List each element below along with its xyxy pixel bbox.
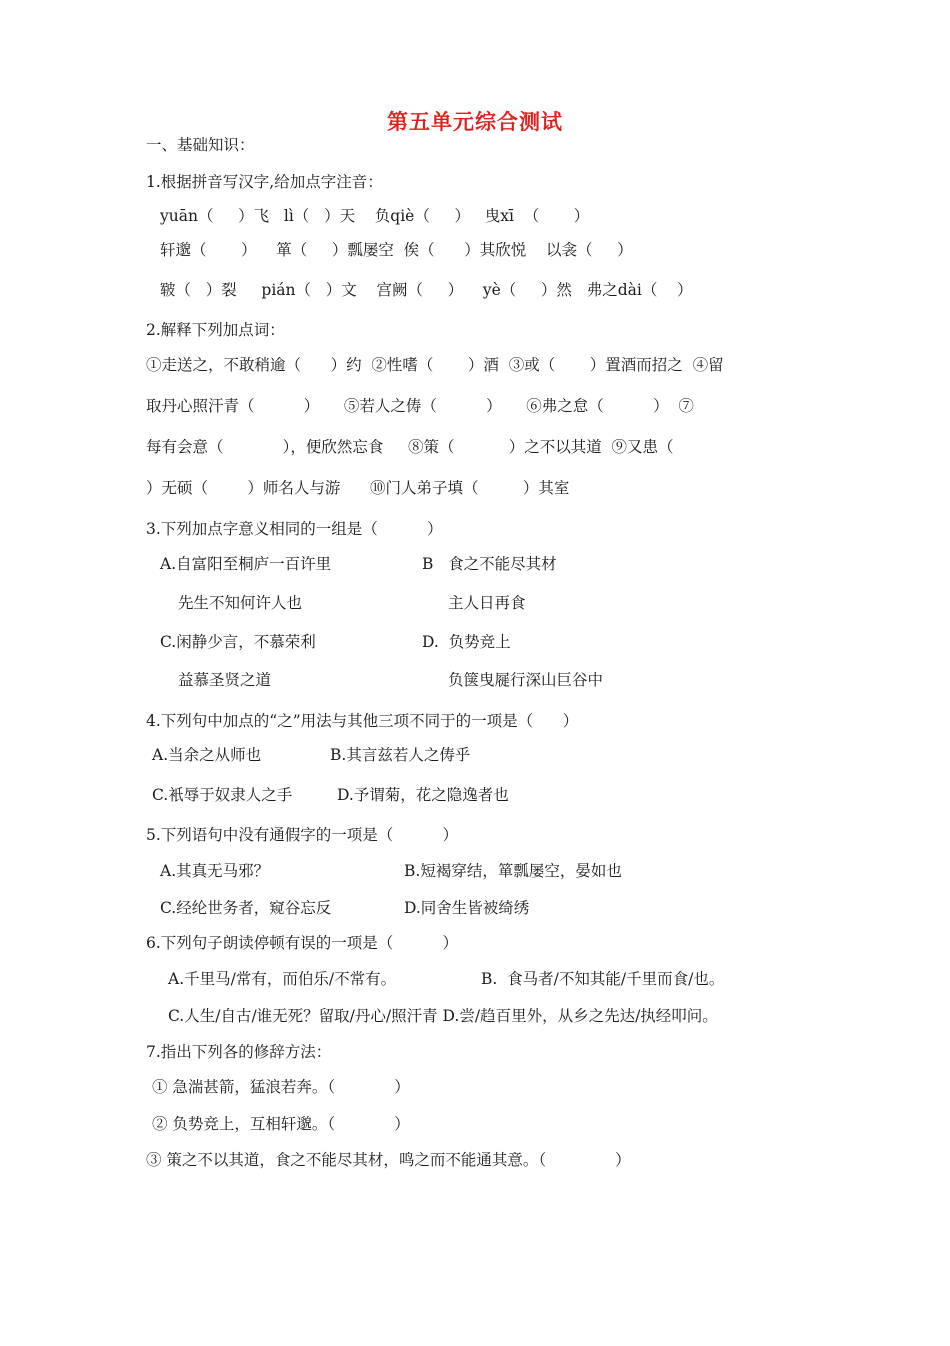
q3-option-b-1: B 食之不能尽其材 <box>422 555 557 573</box>
q2-line-2: 取丹心照汗青（ ） ⑤若人之俦（ ） ⑥弗之怠（ ） ⑦ <box>146 397 694 415</box>
question-5: 5.下列语句中没有通假字的一项是（ ） <box>146 826 459 844</box>
question-1: 1.根据拼音写汉字,给加点字注音： <box>146 173 383 191</box>
q3-option-d-2: 负箧曳屣行深山巨谷中 <box>448 671 604 689</box>
q7-item-3: ③ 策之不以其道，食之不能尽其材，鸣之而不能通其意。（ ） <box>146 1151 631 1169</box>
q6-option-b: B. 食马者/不知其能/千里而食/也。 <box>481 970 725 988</box>
q3-option-c-2: 益慕圣贤之道 <box>178 671 272 689</box>
q1-row-1: yuān（ ）飞 lì（ ）天 负qiè（ ） 曳xī （ ） <box>160 207 590 225</box>
q3-option-d-1: D. 负势竞上 <box>422 633 511 651</box>
q4-option-c: C.衹辱于奴隶人之手 <box>152 786 293 804</box>
question-4: 4.下列句中加点的“之”用法与其他三项不同于的一项是（ ） <box>146 712 579 730</box>
q2-line-1: ①走送之，不敢稍逾（ ）约 ②性嗜（ ）酒 ③或（ ）置酒而招之 ④留 <box>146 356 724 374</box>
q3-option-c-1: C.闲静少言，不慕荣利 <box>160 633 316 651</box>
q5-option-d: D.同舍生皆被绮绣 <box>404 899 530 917</box>
question-7: 7.指出下列各的修辞方法： <box>146 1043 332 1061</box>
q7-item-1: ① 急湍甚箭，猛浪若奔。（ ） <box>152 1078 410 1096</box>
q4-option-d: D.予谓菊，花之隐逸者也 <box>337 786 509 804</box>
q3-option-b-2: 主人日再食 <box>448 594 526 612</box>
q1-row-3: 皲（ ）裂 pián（ ）文 宫阙（ ） yè（ ）然 弗之dài（ ） <box>160 281 693 299</box>
q7-item-2: ② 负势竞上，互相轩邈。（ ） <box>152 1115 410 1133</box>
q3-option-a-2: 先生不知何许人也 <box>178 594 303 612</box>
q6-option-c-d: C.人生/自古/谁无死？留取/丹心/照汗青 D.尝/趋百里外，从乡之先达/执经叩问。 <box>168 1007 718 1025</box>
q6-option-a: A.千里马/常有，而伯乐/不常有。 <box>168 970 397 988</box>
q4-option-a: A.当余之从师也 <box>152 746 262 764</box>
q2-line-4: ）无硕（ ）师名人与游 ⑩门人弟子填（ ）其室 <box>146 479 570 497</box>
q5-option-a: A.其真无马邪？ <box>160 862 270 880</box>
q2-line-3: 每有会意（ ），便欣然忘食 ⑧策（ ）之不以其道 ⑨又患（ <box>146 438 674 456</box>
question-2: 2.解释下列加点词： <box>146 321 285 339</box>
q3-option-a-1: A.自富阳至桐庐一百许里 <box>160 555 332 573</box>
section-heading: 一、基础知识： <box>146 136 255 154</box>
question-6: 6.下列句子朗读停顿有误的一项是（ ） <box>146 934 459 952</box>
q4-option-b: B.其言兹若人之俦乎 <box>330 746 471 764</box>
q5-option-c: C.经纶世务者，窥谷忘反 <box>160 899 332 917</box>
page-title: 第五单元综合测试 <box>387 110 563 134</box>
question-3: 3.下列加点字意义相同的一组是（ ） <box>146 520 443 538</box>
q5-option-b: B.短褐穿结，箪瓢屡空，晏如也 <box>404 862 622 880</box>
q1-row-2: 轩邈（ ） 箪（ ）瓢屡空 俟（ ）其欣悦 以衾（ ） <box>160 241 633 259</box>
